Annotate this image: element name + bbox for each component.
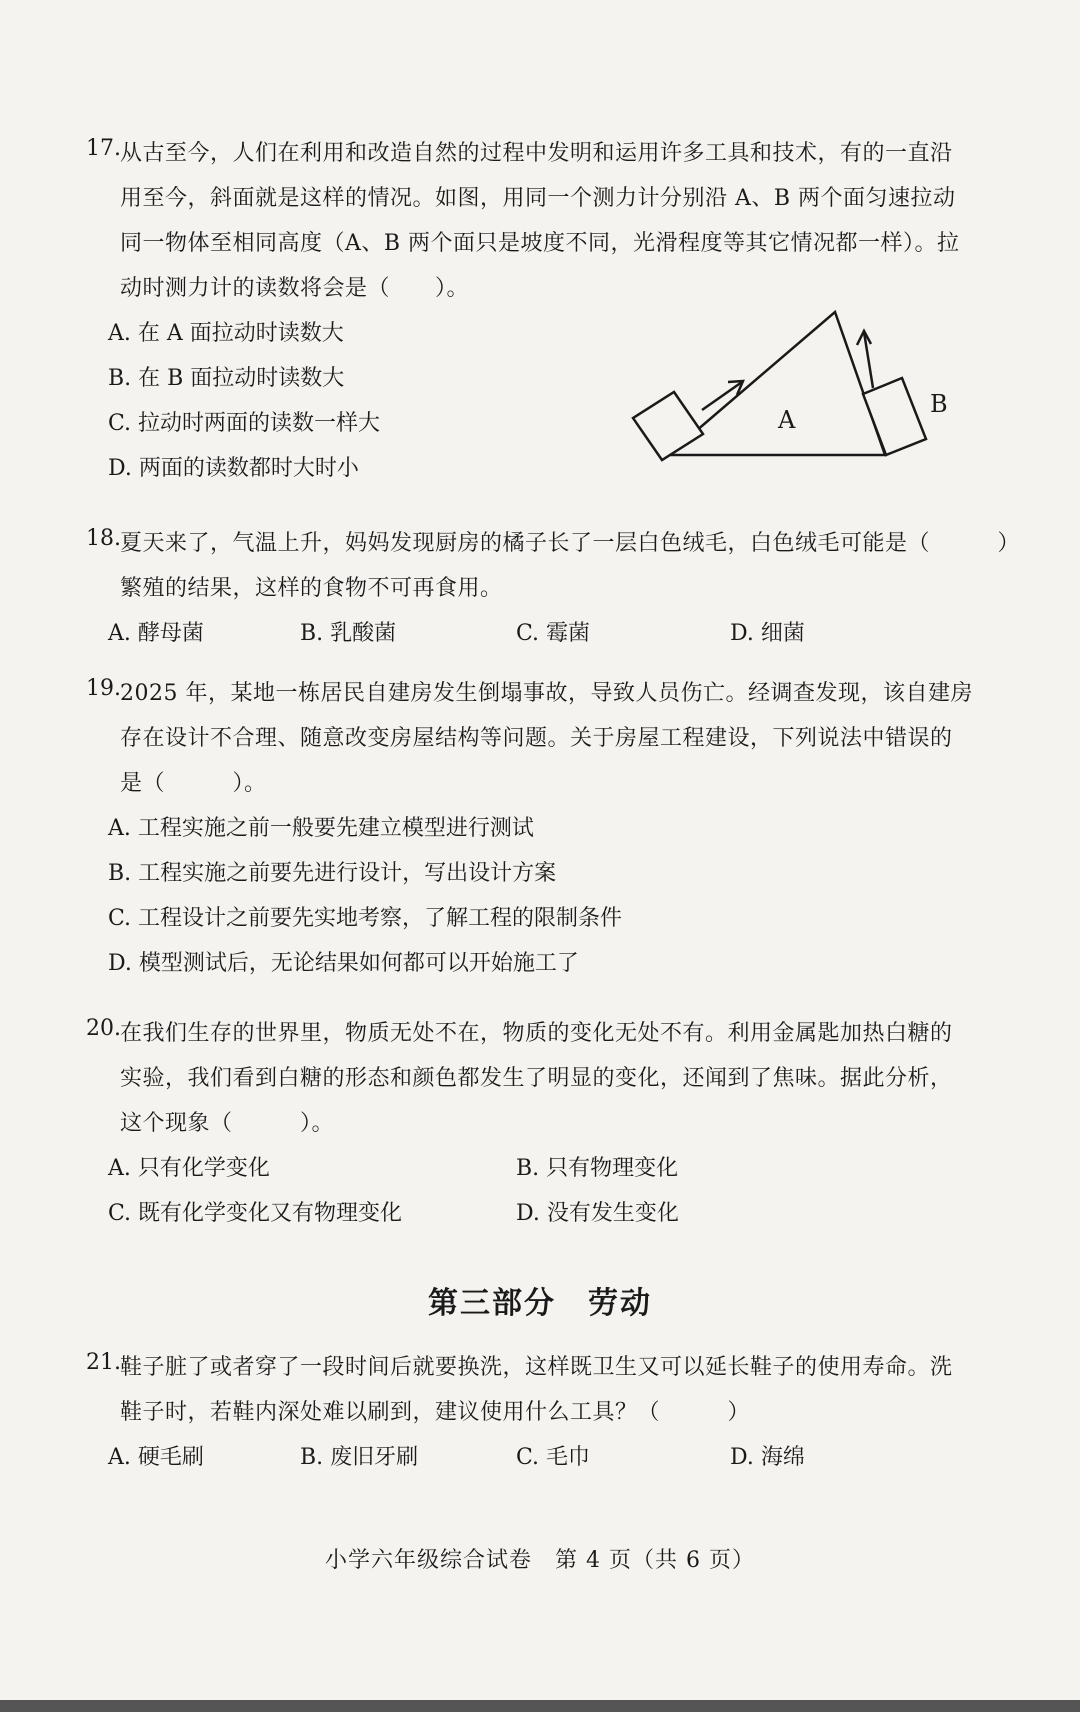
question-text-line: 存在设计不合理、随意改变房屋结构等问题。关于房屋工程建设，下列说法中错误的 [120, 726, 953, 751]
block-on-face-b [863, 378, 926, 455]
question-text-line: 这个现象（ ）。 [120, 1111, 335, 1136]
option-a: A. 酵母菌 [108, 621, 204, 646]
block-on-face-a [633, 392, 703, 460]
question-text-line: 繁殖的结果，这样的食物不可再食用。 [120, 576, 503, 601]
option-b: B. 工程实施之前要先进行设计，写出设计方案 [108, 861, 557, 886]
option-a: A. 只有化学变化 [108, 1156, 270, 1181]
question-number: 19. [86, 676, 121, 701]
option-d: D. 没有发生变化 [516, 1201, 679, 1226]
question-text-line: 动时测力计的读数将会是（ ）。 [120, 276, 470, 301]
question-number: 17. [86, 136, 121, 161]
question-number: 21. [86, 1350, 121, 1375]
option-c: C. 拉动时两面的读数一样大 [108, 411, 381, 436]
question-number: 18. [86, 526, 121, 551]
page-footer: 小学六年级综合试卷 第 4 页（共 6 页） [325, 1548, 755, 1573]
question-text-line: 鞋子脏了或者穿了一段时间后就要换洗，这样既卫生又可以延长鞋子的使用寿命。洗 [120, 1355, 953, 1380]
question-text-line: 从古至今，人们在利用和改造自然的过程中发明和运用许多工具和技术，有的一直沿 [120, 141, 953, 166]
option-b: B. 乳酸菌 [300, 621, 397, 646]
option-d: D. 两面的读数都时大时小 [108, 456, 359, 481]
option-d: D. 模型测试后，无论结果如何都可以开始施工了 [108, 951, 579, 976]
question-text-line: 实验，我们看到白糖的形态和颜色都发生了明显的变化，还闻到了焦味。据此分析， [120, 1066, 953, 1091]
option-b: B. 废旧牙刷 [300, 1445, 419, 1470]
label-face-a: A [778, 406, 796, 434]
question-text-line: 鞋子时，若鞋内深处难以刷到，建议使用什么工具？（ ） [120, 1400, 751, 1425]
question-text-line: 同一物体至相同高度（A、B 两个面只是坡度不同，光滑程度等其它情况都一样）。拉 [120, 231, 960, 256]
option-a: A. 工程实施之前一般要先建立模型进行测试 [108, 816, 534, 841]
option-d: D. 海绵 [730, 1445, 805, 1470]
option-b: B. 在 B 面拉动时读数大 [108, 366, 345, 391]
option-a: A. 硬毛刷 [108, 1445, 204, 1470]
option-a: A. 在 A 面拉动时读数大 [108, 321, 344, 346]
option-c: C. 工程设计之前要先实地考察，了解工程的限制条件 [108, 906, 623, 931]
question-text-line: 在我们生存的世界里，物质无处不在，物质的变化无处不有。利用金属匙加热白糖的 [120, 1021, 953, 1046]
option-c: C. 既有化学变化又有物理变化 [108, 1201, 403, 1226]
section-heading: 第三部分 劳动 [428, 1286, 652, 1321]
option-d: D. 细菌 [730, 621, 805, 646]
option-c: C. 霉菌 [516, 621, 591, 646]
bottom-edge-bar [0, 1700, 1080, 1712]
question-number: 20. [86, 1016, 121, 1041]
option-b: B. 只有物理变化 [516, 1156, 679, 1181]
question-text-line: 是（ ）。 [120, 771, 267, 796]
question-text-line: 夏天来了，气温上升，妈妈发现厨房的橘子长了一层白色绒毛，白色绒毛可能是（ ） [120, 531, 1021, 556]
option-c: C. 毛巾 [516, 1445, 591, 1470]
label-face-b: B [930, 390, 948, 418]
question-text-line: 用至今，斜面就是这样的情况。如图，用同一个测力计分别沿 A、B 两个面匀速拉动 [120, 186, 956, 211]
inclined-plane-figure [630, 300, 948, 470]
question-text-line: 2025 年，某地一栋居民自建房发生倒塌事故，导致人员伤亡。经调查发现，该自建房 [120, 681, 973, 706]
